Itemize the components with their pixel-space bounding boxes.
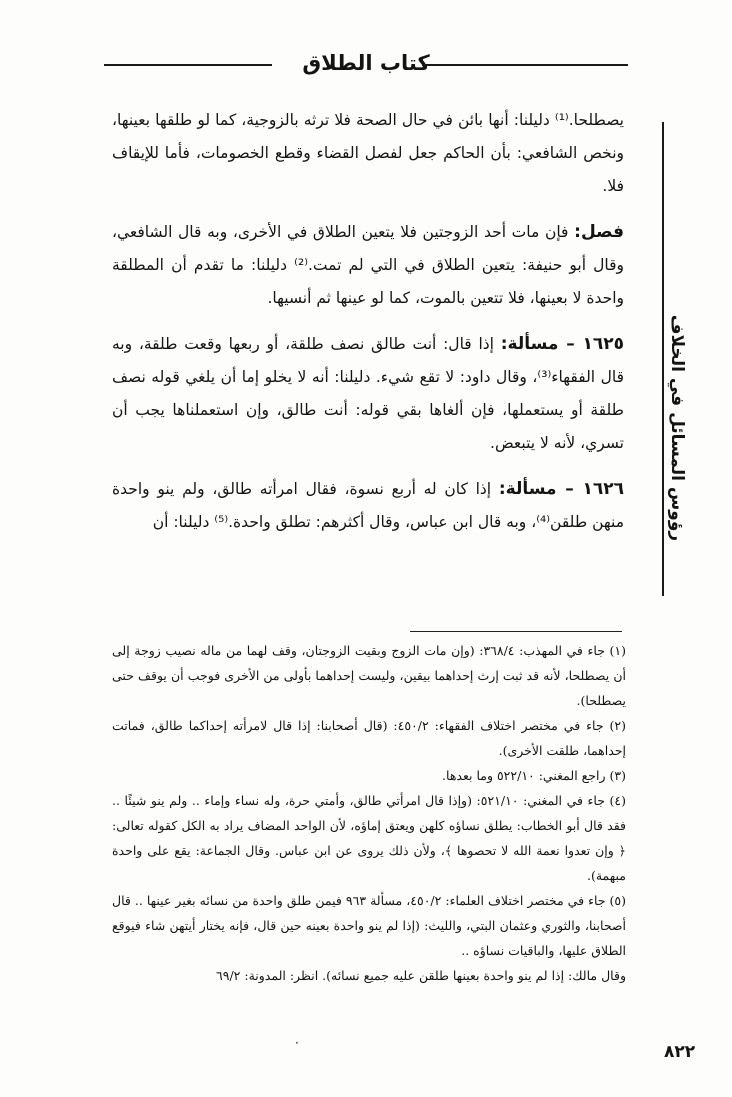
side-rule bbox=[662, 122, 664, 596]
page-number: ٨٢٢ bbox=[664, 1042, 696, 1062]
running-header-title: كتاب الطلاق bbox=[302, 51, 430, 75]
header-rule-right bbox=[422, 64, 628, 66]
footnote-1: (١) جاء في المهذب: ٣٦٨/٤: (وإن مات الزوج وبقيت الزوجتان، وقف لهما من ماله نصيب زوجة إلى أن يصطلحا، لأنه قد ثبت إرث إحداهما بيقين، وليست إحداهما بأولى من الأخرى فوجب أن يوقف حتى يصطلحا). bbox=[112, 643, 626, 708]
stray-dot: · bbox=[295, 1036, 299, 1050]
masala-1626-label: ١٦٢٦ – مسألة: bbox=[498, 479, 624, 499]
footnote-5: (٥) جاء في مختصر اختلاف العلماء: ٤٥٠/٢، مسألة ٩٦٣ فيمن طلق واحدة من نسائه بغير عينها .. قال أصحابنا، والثوري وعثمان البتي، والليث: (إذا لم ينو واحدة بعينه حين قال، فإنه يختار أيتهن شاء فيوقع الطلاق عليها، والباقيات نساؤه .. bbox=[112, 893, 626, 958]
fasl-label: فصل: bbox=[574, 222, 624, 242]
footnote-rule bbox=[410, 631, 622, 632]
masala-1626-text: إذا كان له أربع نسوة، فقال امرأته طالق، ولم ينو واحدة منهن طلقن⁽⁴⁾، وبه قال ابن عباس، وقال أكثرهم: تطلق واحدة.⁽⁵⁾ دليلنا: أن bbox=[112, 480, 624, 531]
fasl-text: فإن مات أحد الزوجتين فلا يتعين الطلاق في الأخرى، وبه قال الشافعي، وقال أبو حنيفة: يتعين الطلاق في التي لم تمت.⁽²⁾ دليلنا: ما تقدم أن المطلقة واحدة لا بعينها، فلا تتعين بالموت، كما لو عينها ثم أنسيها. bbox=[112, 223, 624, 307]
side-book-title-text: رؤوس المسائل في الخلاف bbox=[667, 314, 687, 542]
main-text bbox=[112, 104, 624, 539]
masala-1625-label: ١٦٢٥ – مسألة: bbox=[500, 334, 624, 354]
paragraph-fasl bbox=[112, 216, 624, 315]
paragraph-1: يصطلحا.⁽¹⁾ دليلنا: أنها بائن في حال الصحة فلا ترثه بالزوجية، كما لو طلقها بعينها، ونخص الشافعي: بأن الحاكم جعل لفصل القضاء وقطع الخصومات، فأما للإيقاف فلا. bbox=[112, 111, 624, 195]
footnote-5-continued: وقال مالك: إذا لم ينو واحدة بعينها طلقن عليه جميع نسائه). انظر: المدونة: ٦٩/٢ bbox=[216, 968, 626, 983]
footnotes bbox=[112, 638, 626, 988]
masala-1625-text: إذا قال: أنت طالق نصف طلقة، أو ربعها وقعت طلقة، وبه قال الفقهاء⁽³⁾، وقال داود: لا تقع شيء. دليلنا: أنه لا يخلو إما أن يلغي قوله نصف طلقة أو يستعملها، فإن ألغاها بقي قوله: أنت طالق، وإن استعملناها يجب أن تسري، لأنه لا يتبعض. bbox=[112, 335, 625, 452]
footnote-3: (٣) راجع المغني: ٥٢٢/١٠ وما بعدها. bbox=[442, 768, 626, 783]
footnote-4: (٤) جاء في المغني: ٥٢١/١٠: (وإذا قال امرأتي طالق، وأمتي حرة، وله نساء وإماء .. ولم ينو شيئًا .. فقد قال أبو الخطاب: يطلق نساؤه كلهن ويعتق إماؤه، لأن الواحد المضاف يراد به الكل كقوله تعالى: ﴿ وإن تعدوا نعمة الله لا تحصوها ﴾، ولأن ذلك يروى عن ابن عباس. وقال الجماعة: يقع على واحدة مبهمة). bbox=[112, 793, 626, 883]
paragraph-masala-1626 bbox=[112, 473, 624, 539]
footnote-2: (٢) جاء في مختصر اختلاف الفقهاء: ٤٥٠/٢: (قال أصحابنا: إذا قال لامرأته إحداكما طالق، فماتت إحداهما، طلقت الأخرى). bbox=[112, 718, 626, 758]
paragraph-masala-1625 bbox=[112, 328, 624, 460]
